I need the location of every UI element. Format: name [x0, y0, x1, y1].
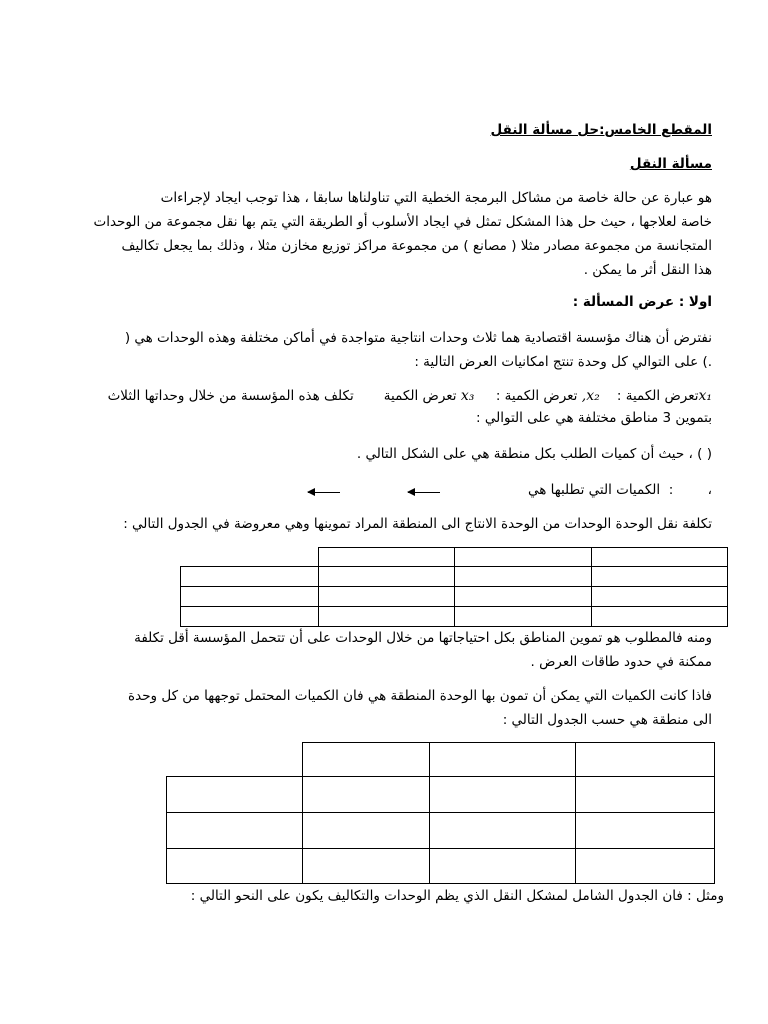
table-row — [167, 813, 715, 849]
intro-line-2: خاصة لعلاجها ، حيث حل هذا المشكل تمثل في ايجاد الأسلوب أو الطريقة التي يتم بها نقل مجموعة من الوحدات — [93, 214, 712, 230]
required-line-1: ومنه فالمطلوب هو تموين المناطق بكل احتياجاتها من خلال الوحدات على أن تتحمل المؤسسة أقل تكلفة — [134, 630, 712, 646]
demand-line: ( ) ، حيث أن كميات الطلب بكل منطقة هي على الشكل التالي . — [356, 446, 712, 462]
assume-line-2: .) على التوالي كل وحدة تنتج امكانيات العرض التالية : — [414, 354, 712, 370]
table-row — [181, 587, 728, 607]
demand-label: الكميات التي تطلبها هي — [527, 482, 661, 498]
section-title: المقطع الخامس:حل مسألة النقل — [490, 122, 712, 138]
intro-line-3: المتجانسة من مجموعة مصادر مثلا ( مصانع ) من مجموعة مراكز توزيع مخازن مثلا ، وذلك بما يجعل تكاليف — [121, 238, 712, 254]
intro-line-1: هو عبارة عن حالة خاصة من مشاكل البرمجة الخطية التي تناولناها سابقا ، هذا توجب ايجاد لإجراءات — [160, 190, 712, 206]
supply-line-2: بتموين 3 مناطق مختلفة هي على التوالي : — [476, 410, 712, 426]
quantities-line-1: فاذا كانت الكميات التي يمكن أن تمون بها الوحدة المنطقة هي فان الكميات المحتمل توجهها من كل وحدة — [128, 688, 712, 704]
arrow-left-icon — [408, 492, 440, 493]
demand-comma: ، — [707, 482, 712, 498]
table-row — [167, 849, 715, 884]
table-row — [167, 743, 715, 777]
demand-quantities — [528, 478, 712, 502]
table-row — [167, 777, 715, 813]
required-line-2: ممكنة في حدود طاقات العرض . — [530, 654, 712, 670]
quantities-line-2: الى منطقة هي حسب الجدول التالي : — [502, 712, 712, 728]
final-line: ومثل : فان الجدول الشامل لمشكل النقل الذي يظم الوحدات والتكاليف يكون على النحو التالي : — [190, 888, 724, 904]
cost-intro: تكلفة نقل الوحدة الوحدات من الوحدة الانتاج الى المنطقة المراد تموينها وهي معروضة في الجدول التالي : — [123, 516, 712, 532]
quantities-table — [166, 742, 715, 884]
supply-part-1: تعرض الكمية : — [616, 388, 699, 404]
cost-table — [180, 547, 728, 627]
demand-colon: : — [668, 482, 674, 498]
supply-part-4: تكلف هذه المؤسسة من خلال وحداتها الثلاث — [107, 388, 354, 404]
var-x2: x₂, — [581, 388, 600, 404]
var-x1: x₁ — [698, 388, 712, 404]
problem-heading: اولا : عرض المسألة : — [572, 294, 712, 310]
table-row — [181, 567, 728, 587]
assume-line-1: نفترض أن هناك مؤسسة اقتصادية هما ثلاث وحدات انتاجية متواجدة في أماكن مختلفة وهذه الوحدات هي ( — [124, 330, 712, 346]
supply-part-2: تعرض الكمية : — [495, 388, 578, 404]
supply-line — [108, 384, 712, 408]
arrow-left-icon — [308, 492, 340, 493]
intro-line-4: هذا النقل أثر ما يمكن . — [583, 262, 712, 278]
table-row — [181, 607, 728, 627]
var-x3: x₃ — [460, 388, 475, 404]
subsection-title: مسألة النقل — [629, 156, 712, 172]
supply-part-3: تعرض الكمية — [383, 388, 457, 404]
table-row — [181, 548, 728, 567]
